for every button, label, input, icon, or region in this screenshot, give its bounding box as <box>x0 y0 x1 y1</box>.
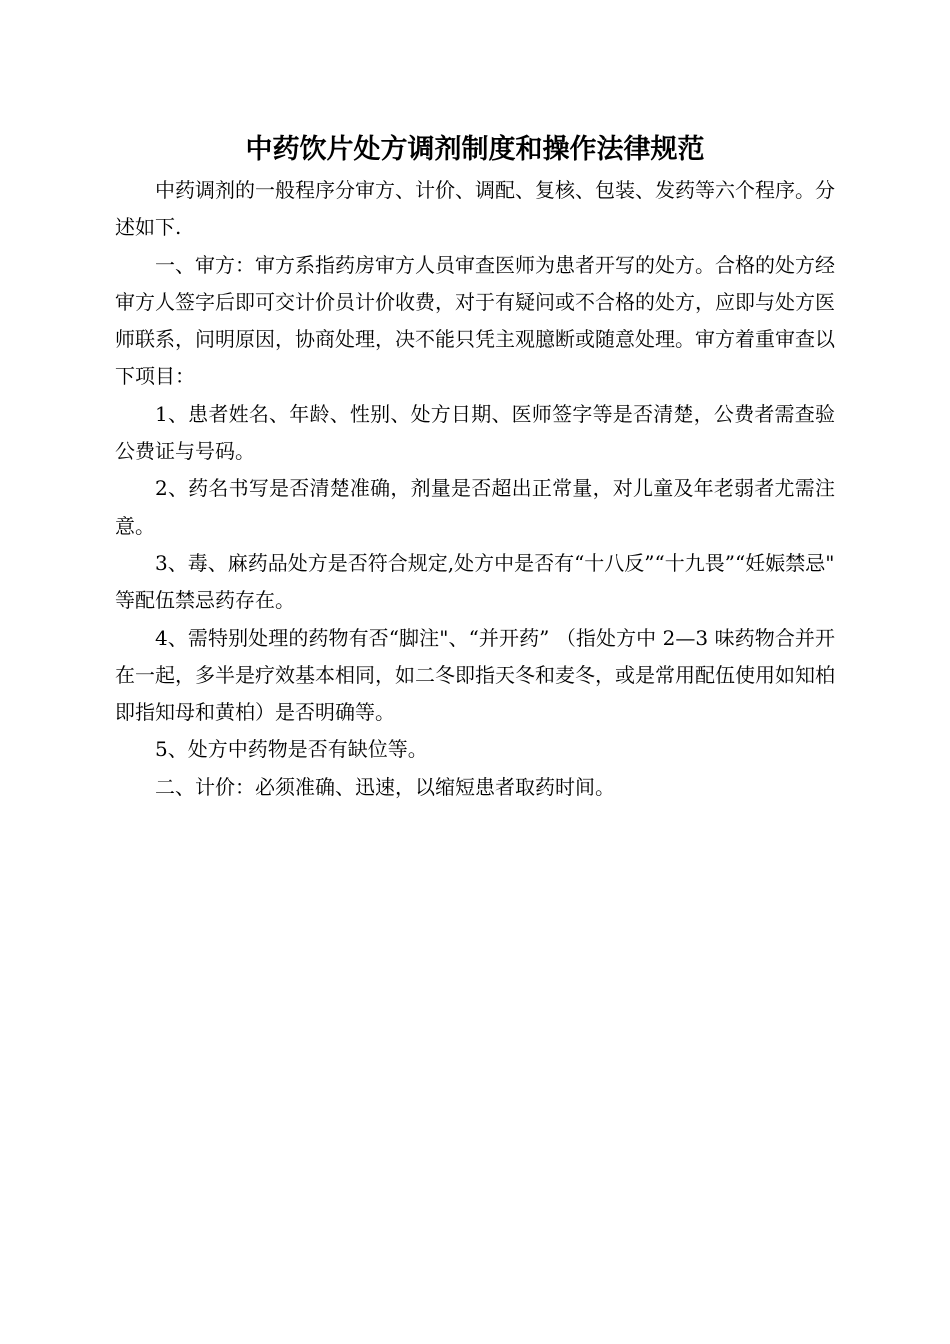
document-title: 中药饮片处方调剂制度和操作法律规范 <box>245 134 705 165</box>
review-item-3: 3、毒、麻药品处方是否符合规定,处方中是否有“十八反”“十九畏”“妊娠禁忌" <box>155 550 835 575</box>
review-item-4: 4、需特别处理的药物有否“脚注"、“并开药” （指处方中 2—3 味药物合并开在一起，多半是疗效基本相同，如二冬即指天冬和麦冬，或是常用配伍使用如知柏即指知母和黄柏）是否明确等。 <box>115 625 835 725</box>
section-pricing-paragraph: 二、计价：必须准确、迅速，以缩短患者取药时间。 <box>155 774 615 799</box>
section-review-paragraph: 一、审方：审方系指药房审方人员审查医师为患者开写的处方。合格的处方经审方人签字后即可交计价员计价收费，对于有疑问或不合格的处方，应即与处方医师联系，问明原因，协商处理，决不能只凭主观臆断或随意处理。审方着重审查以下项目： <box>115 252 835 389</box>
review-item-3-continuation: 等配伍禁忌药存在。 <box>115 588 295 613</box>
review-item-1: 1、患者姓名、年龄、性别、处方日期、医师签字等是否清楚，公费者需查验公费证与号码。 <box>115 401 835 464</box>
document-body <box>115 172 835 806</box>
review-item-5: 5、处方中药物是否有缺位等。 <box>155 737 428 762</box>
review-item-2: 2、药名书写是否清楚准确，剂量是否超出正常量，对儿童及年老弱者尤需注意。 <box>115 476 835 538</box>
intro-paragraph: 中药调剂的一般程序分审方、计价、调配、复核、包装、发药等六个程序。分述如下. <box>115 178 835 240</box>
